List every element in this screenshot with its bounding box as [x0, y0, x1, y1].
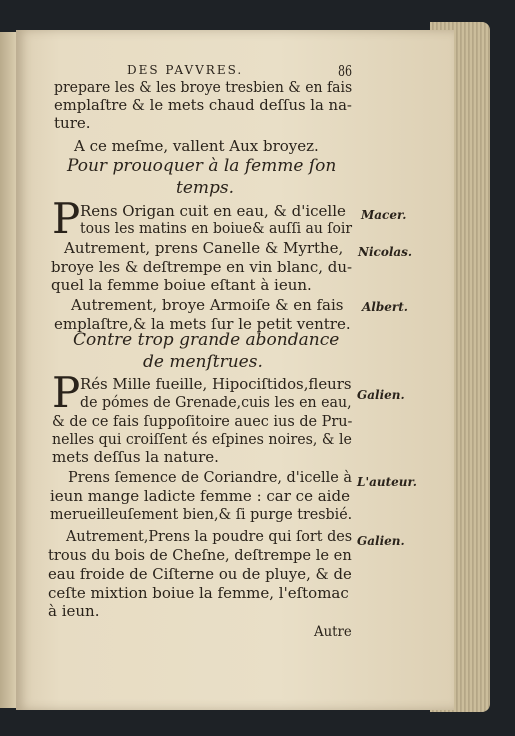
- text-line: de pómes de Grenade,cuis les en eau,: [80, 393, 352, 411]
- marginal-note: Nicolas.: [358, 245, 413, 259]
- text-line: prepare les & les broye tresbien & en fais: [54, 78, 353, 96]
- text-line: quel la femme boiue eſtant à ieun.: [51, 276, 312, 294]
- text-line: Autrement, broye Armoiſe & en fais: [71, 296, 344, 314]
- section-heading: Contre trop grande abondance: [73, 330, 340, 350]
- marginal-note: Macer.: [361, 208, 407, 222]
- section-heading: de menſtrues.: [143, 352, 263, 372]
- text-line: Autrement, prens Canelle & Myrthe,: [64, 239, 344, 257]
- text-line: nelles qui croiſſent és eſpines noires, & le: [52, 430, 352, 448]
- text-line: ceſte mixtion boiue la femme, l'eſtomac: [48, 584, 349, 602]
- section-heading: temps.: [176, 178, 235, 198]
- page-number: 86: [338, 62, 353, 80]
- marginal-note: Galien.: [357, 388, 405, 402]
- text-line: broye les & deſtrempe en vin blanc, du-: [51, 258, 353, 276]
- catchword: Autre: [314, 624, 352, 640]
- marginal-note: L'auteur.: [357, 475, 417, 489]
- facing-page-edge: [0, 32, 17, 708]
- text-line: emplaſtre & le mets chaud deſſus la na-: [54, 96, 352, 114]
- marginal-note: Albert.: [362, 300, 408, 314]
- text-line: A ce meſme, vallent Aux broyez.: [74, 137, 319, 155]
- text-line: emplaſtre,& la mets ſur le petit ventre.: [54, 315, 351, 333]
- text-line: Prens ſemence de Coriandre, d'icelle à: [68, 468, 352, 486]
- drop-cap: P: [52, 194, 81, 243]
- text-line: Rés Mille fueille, Hipociſtidos,fleurs: [80, 375, 352, 393]
- text-line: Rens Origan cuit en eau, & d'icelle: [80, 202, 346, 220]
- text-line: & de ce fais ſuppoſitoire auec ius de Pru-: [52, 412, 353, 430]
- marginal-note: Galien.: [357, 534, 405, 548]
- text-line: ieun mange ladicte femme : car ce aide: [50, 487, 350, 505]
- text-line: trous du bois de Cheſne, deſtrempe le en: [48, 546, 352, 564]
- text-line: mets deſſus la nature.: [52, 448, 219, 466]
- section-heading: Pour prouoquer à la femme ſon: [67, 156, 337, 176]
- text-line: eau froide de Ciſterne ou de pluye, & de: [48, 565, 352, 583]
- text-line: Autrement,Prens la poudre qui ſort des: [66, 527, 353, 545]
- text-line: merueilleuſement bien,& ſi purge tresbié.: [50, 505, 353, 523]
- text-line: ture.: [54, 114, 91, 132]
- text-line: tous les matins en boiue& auſſi au ſoir: [80, 219, 353, 237]
- running-title: DES PAVVRES.: [127, 63, 244, 77]
- text-line: à ieun.: [48, 602, 100, 620]
- drop-cap: P: [52, 368, 81, 417]
